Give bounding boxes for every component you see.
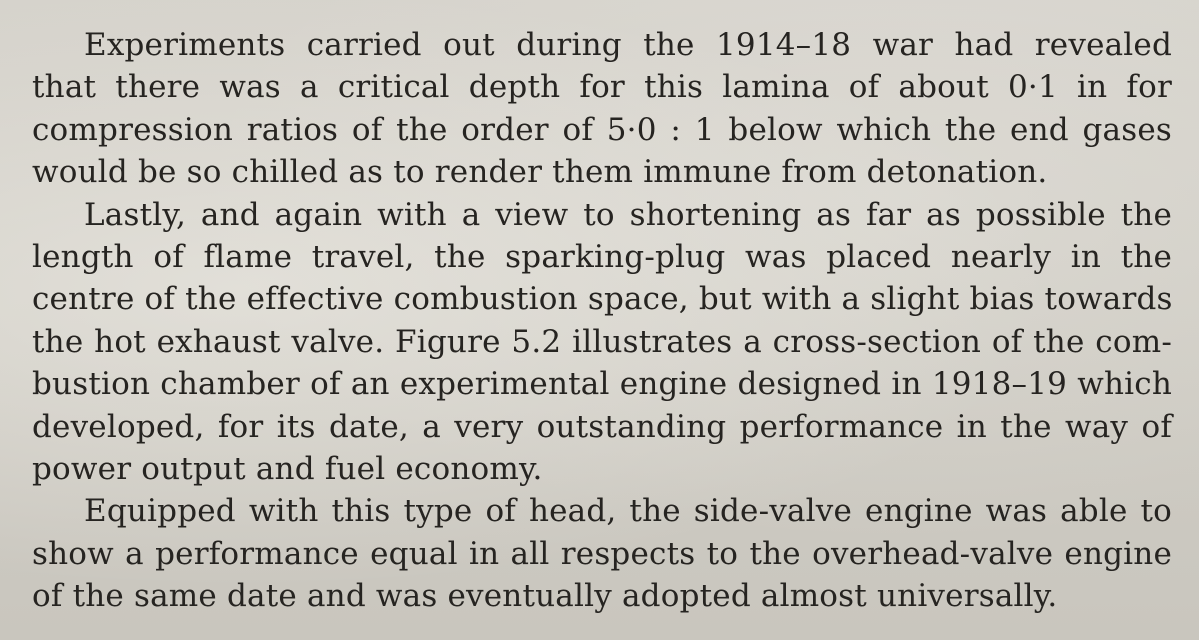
body-text bbox=[32, 24, 1172, 618]
text-line: the hot exhaust valve. Figure 5.2 illustrates a cross-section of the com- bbox=[32, 323, 1172, 360]
text-line: Experiments carried out during the 1914–18 war had revealed bbox=[84, 27, 1172, 63]
paragraph-side-valve bbox=[32, 490, 1172, 617]
text-line: bustion chamber of an experimental engine designed in 1918–19 which bbox=[32, 366, 1172, 403]
text-line: show a performance equal in all respects to the overhead-valve engine bbox=[32, 535, 1172, 572]
text-line: power output and fuel economy. bbox=[32, 451, 543, 488]
text-line: centre of the effective combustion space, but with a slight bias towards bbox=[32, 281, 1173, 318]
paragraph-sparking-plug bbox=[32, 194, 1172, 491]
text-line: length of flame travel, the sparking-plug was placed nearly in the bbox=[32, 239, 1172, 276]
text-line: developed, for its date, a very outstanding performance in the way of bbox=[32, 408, 1172, 445]
text-line: would be so chilled as to render them immune from detonation. bbox=[32, 154, 1048, 191]
text-line: of the same date and was eventually adopted almost universally. bbox=[32, 578, 1058, 615]
text-line: Equipped with this type of head, the side-valve engine was able to bbox=[84, 493, 1172, 530]
text-line: Lastly, and again with a view to shortening as far as possible the bbox=[84, 196, 1172, 233]
text-line: that there was a critical depth for this lamina of about 0·1 in for bbox=[32, 69, 1172, 106]
text-line: compression ratios of the order of 5·0 : 1 below which the end gases bbox=[32, 111, 1172, 148]
paragraph-detonation bbox=[32, 24, 1172, 194]
